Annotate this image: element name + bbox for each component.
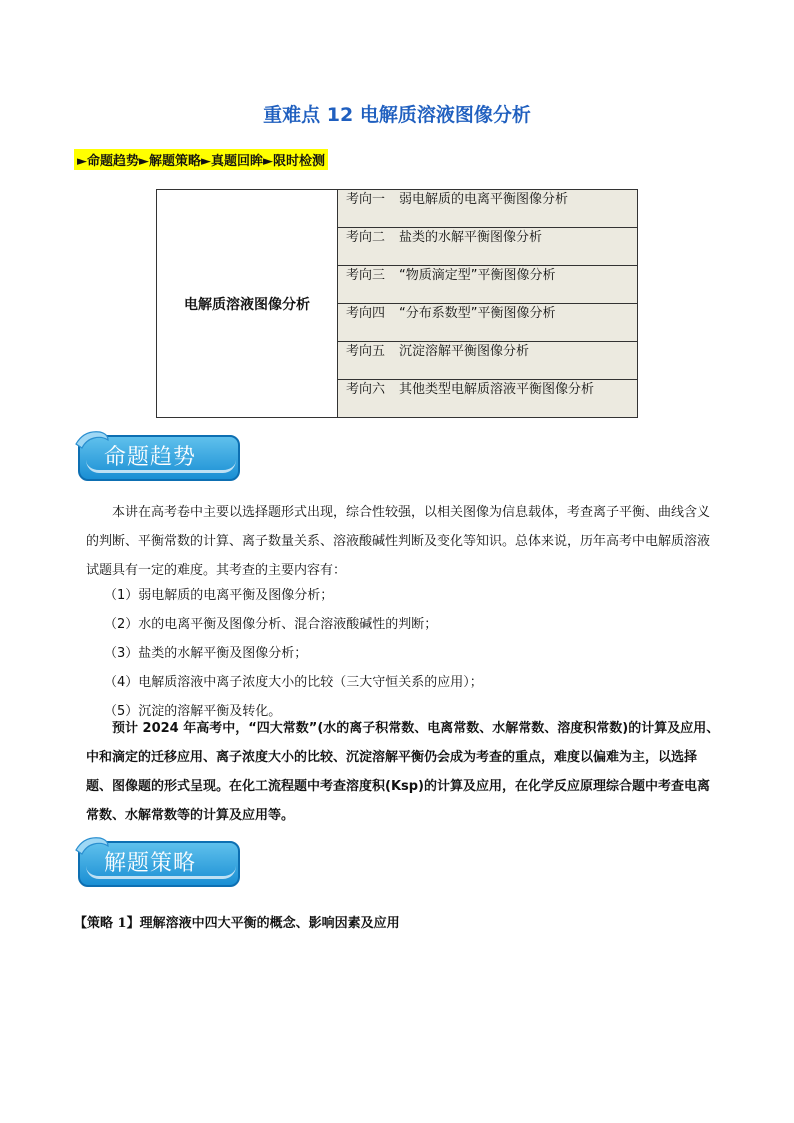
section-badge-trend: 命题趋势	[74, 430, 238, 482]
table-topic-label: 电解质溶液图像分析	[157, 190, 338, 418]
table-row: 考向一 弱电解质的电离平衡图像分析	[338, 190, 638, 228]
forecast-paragraph: 预计 2024 年高考中，“四大常数”(水的离子积常数、电离常数、水解常数、溶度积常数)的计算及应用、中和滴定的迁移应用、离子浓度大小的比较、沉淀溶解平衡仍会成为考查的重点，难度以偏难为主，以选择题、图像题的形式呈现。在化工流程题中考查溶度积(Ksp)的计算及应用，在化学反应原理综合题中考查电离常数、水解常数等的计算及应用等。	[86, 721, 720, 823]
intro-paragraph: 本讲在高考卷中主要以选择题形式出现，综合性较强，以相关图像为信息载体，考查离子平衡、曲线含义的判断、平衡常数的计算、离子数量关系、溶液酸碱性判断及变化等知识。总体来说，历年高考中电解质溶液试题具有一定的难度。其考查的主要内容有：	[86, 505, 711, 578]
table-row: 考向三 “物质滴定型”平衡图像分析	[338, 266, 638, 304]
topic-table	[156, 189, 638, 418]
list-item: （5）沉淀的溶解平衡及转化。	[104, 704, 282, 719]
table-row: 考向六 其他类型电解质溶液平衡图像分析	[338, 380, 638, 418]
section-nav: ►命题趋势►解题策略►真题回眸►限时检测	[74, 149, 328, 170]
list-item: （4）电解质溶液中离子浓度大小的比较（三大守恒关系的应用）；	[104, 675, 483, 690]
list-item: （1）弱电解质的电离平衡及图像分析；	[104, 588, 334, 603]
table-row: 考向五 沉淀溶解平衡图像分析	[338, 342, 638, 380]
list-item: （2）水的电离平衡及图像分析、混合溶液酸碱性的判断；	[104, 617, 438, 632]
table-row: 考向二 盐类的水解平衡图像分析	[338, 228, 638, 266]
section-badge-strategy: 解题策略	[74, 836, 238, 888]
table-row: 考向四 “分布系数型”平衡图像分析	[338, 304, 638, 342]
list-item: （3）盐类的水解平衡及图像分析；	[104, 646, 308, 661]
strategy-heading: 【策略 1】理解溶液中四大平衡的概念、影响因素及应用	[74, 916, 400, 931]
page-title: 重难点 12 电解质溶液图像分析	[263, 104, 531, 126]
